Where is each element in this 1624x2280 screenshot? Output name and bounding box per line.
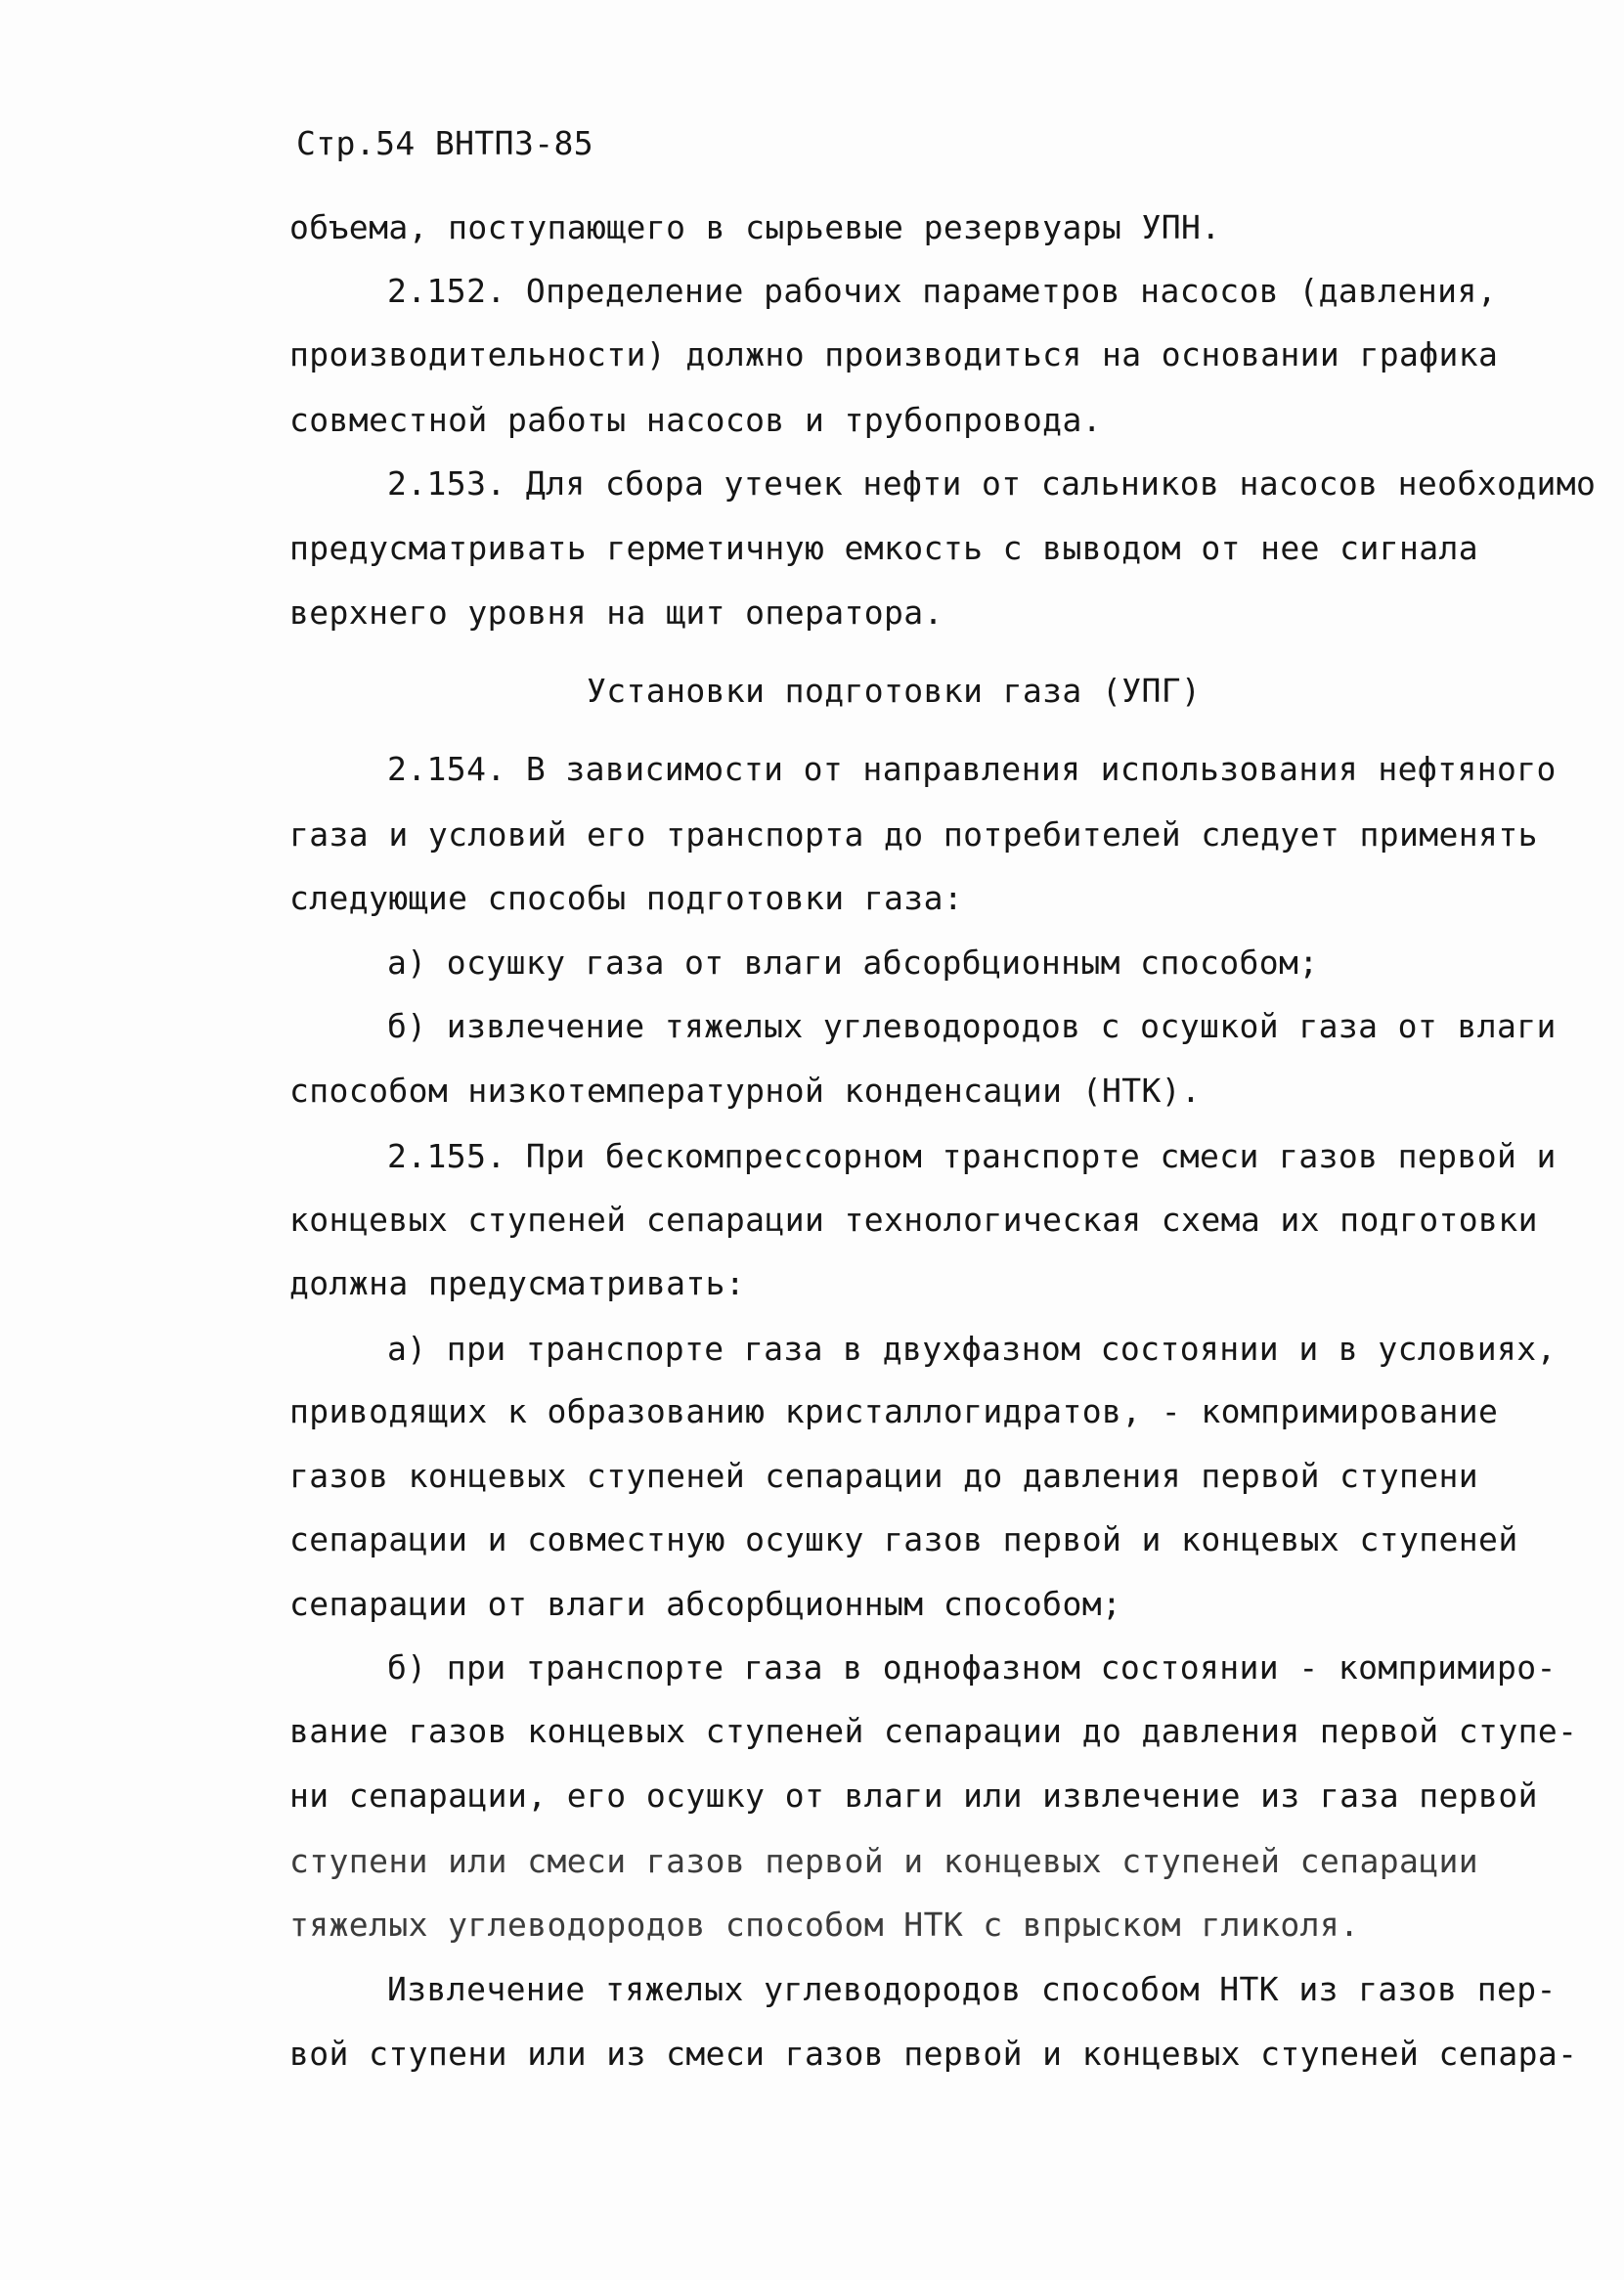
text-line: приводящих к образованию кристаллогидратов, - компримирование	[289, 1392, 1499, 1430]
text-line: концевых ступеней сепарации технологическая схема их подготовки	[289, 1201, 1538, 1239]
text-line: совместной работы насосов и трубопровода.	[289, 401, 1102, 439]
text-line: сепарации от влаги абсорбционным способом;	[289, 1585, 1122, 1623]
text-line: ни сепарации, его осушку от влаги или извлечение из газа первой	[289, 1776, 1538, 1815]
text-line: тяжелых углеводородов способом НТК с впрыском гликоля.	[289, 1906, 1360, 1944]
text-line: должна предусматривать:	[289, 1264, 746, 1302]
text-line: вой ступени или из смеси газов первой и концевых ступеней сепара-	[289, 2035, 1578, 2073]
list-item-a: а) осушку газа от влаги абсорбционным способом;	[387, 943, 1319, 982]
text-line: газа и условий его транспорта до потребителей следует применять	[289, 815, 1538, 854]
text-line: верхнего уровня на щит оператора.	[289, 593, 944, 632]
text-line: производительности) должно производиться на основании графика	[289, 335, 1499, 373]
paragraph-2-152-start: 2.152. Определение рабочих параметров насосов (давления,	[387, 272, 1497, 310]
text-line: предусматривать герметичную емкость с выводом от нее сигнала	[289, 529, 1479, 567]
section-heading: Установки подготовки газа (УПГ)	[587, 672, 1202, 710]
text-line: газов концевых ступеней сепарации до давления первой ступени	[289, 1457, 1479, 1495]
list-item-b: б) при транспорте газа в однофазном состоянии - компримиро-	[387, 1648, 1557, 1687]
text-line: ступени или смеси газов первой и концевых ступеней сепарации	[289, 1842, 1479, 1880]
text-line: объема, поступающего в сырьевые резервуары УПН.	[289, 208, 1221, 246]
text-line: сепарации и совместную осушку газов первой и концевых ступеней	[289, 1520, 1518, 1558]
text-line: способом низкотемпературной конденсации (НТК).	[289, 1072, 1202, 1110]
paragraph-2-154-start: 2.154. В зависимости от направления использования нефтяного	[387, 750, 1557, 788]
text-line: вание газов концевых ступеней сепарации до давления первой ступе-	[289, 1712, 1578, 1750]
list-item-b: б) извлечение тяжелых углеводородов с осушкой газа от влаги	[387, 1007, 1557, 1045]
paragraph-2-155-start: 2.155. При бескомпрессорном транспорте смеси газов первой и	[387, 1137, 1557, 1175]
list-item-a: а) при транспорте газа в двухфазном состоянии и в условиях,	[387, 1330, 1557, 1368]
page-header: Стр.54 ВНТП3-85	[296, 124, 594, 162]
paragraph-2-153-start: 2.153. Для сбора утечек нефти от сальников насосов необходимо	[387, 464, 1597, 503]
paragraph-start: Извлечение тяжелых углеводородов способом НТК из газов пер-	[387, 1970, 1557, 2008]
text-line: следующие способы подготовки газа:	[289, 879, 964, 917]
